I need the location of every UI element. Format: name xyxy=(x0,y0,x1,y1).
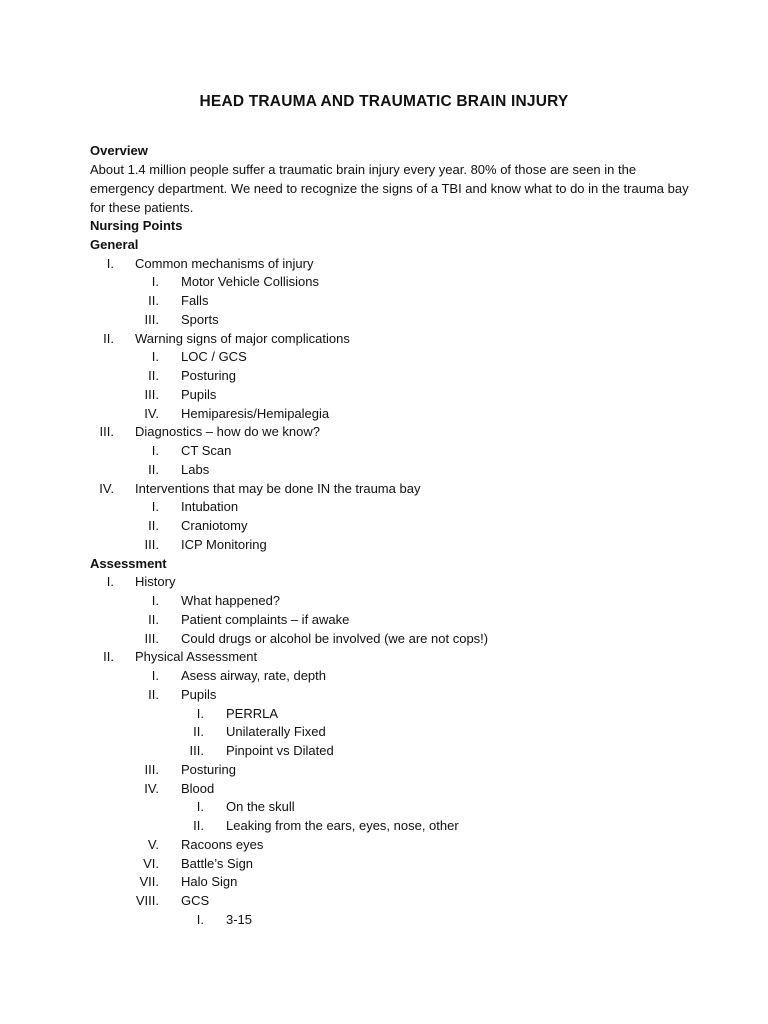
outline-item: Motor Vehicle Collisions xyxy=(181,274,320,290)
section-heading: Nursing Points xyxy=(90,218,183,233)
outline-item: Battle’s Sign xyxy=(181,855,254,871)
outline-item: 3-15 xyxy=(226,911,253,927)
outline-number: II. xyxy=(148,461,159,477)
outline-number: III. xyxy=(144,536,159,552)
outline-item: ICP Monitoring xyxy=(181,536,267,552)
overview-heading: Overview xyxy=(90,143,148,158)
outline-item: Pupils xyxy=(181,386,217,402)
outline-number: II. xyxy=(148,293,159,308)
outline-number: III. xyxy=(99,424,114,440)
outline-number: I. xyxy=(106,574,114,590)
outline-number: III. xyxy=(189,743,204,758)
overview-paragraph xyxy=(90,160,690,217)
outline-item: Leaking from the ears, eyes, nose, other xyxy=(226,818,459,833)
outline-item: On the skull xyxy=(226,799,295,815)
document-title: HEAD TRAUMA AND TRAUMATIC BRAIN INJURY xyxy=(199,93,569,110)
outline-number: I. xyxy=(196,799,204,815)
outline-item: History xyxy=(135,574,176,590)
outline-number: II. xyxy=(148,686,159,702)
outline-number: II. xyxy=(148,611,159,627)
outline-item: Patient complaints – if awake xyxy=(181,611,350,627)
outline-number: I. xyxy=(196,705,204,721)
outline-number: VI. xyxy=(143,855,159,871)
outline-item: Blood xyxy=(181,780,215,796)
outline-number: I. xyxy=(151,499,159,515)
outline-number: I. xyxy=(106,255,114,271)
outline-item: Labs xyxy=(181,461,210,477)
outline-number: I. xyxy=(151,593,159,608)
section-heading: General xyxy=(90,236,139,252)
outline-item: CT Scan xyxy=(181,443,232,458)
outline-number: I. xyxy=(151,443,159,458)
outline-item: Could drugs or alcohol be involved (we are not cops!) xyxy=(181,630,489,646)
outline-item: PERRLA xyxy=(226,705,279,721)
outline-item: Racoons eyes xyxy=(181,836,264,852)
outline-item: Posturing xyxy=(181,761,236,777)
outline-number: II. xyxy=(148,368,159,383)
outline-number: II. xyxy=(103,649,114,665)
outline-number: I. xyxy=(151,274,159,290)
outline-item: Halo Sign xyxy=(181,874,238,890)
outline-number: IV. xyxy=(99,480,114,496)
outline-item: Posturing xyxy=(181,368,236,383)
outline-number: VIII. xyxy=(135,893,159,908)
outline-item: Intubation xyxy=(181,499,239,515)
outline-item: Common mechanisms of injury xyxy=(135,255,314,271)
outline-item: Unilaterally Fixed xyxy=(226,724,326,740)
outline-number: IV. xyxy=(144,780,159,796)
outline-number: II. xyxy=(148,518,159,533)
outline-item: LOC / GCS xyxy=(181,349,247,365)
outline-item: Falls xyxy=(181,293,209,308)
overview-line: emergency department. We need to recognize the signs of a TBI and know what to do in the trauma bay xyxy=(90,181,689,196)
outline-item: Asess airway, rate, depth xyxy=(181,668,326,683)
outline-number: II. xyxy=(103,330,114,346)
outline-number: V. xyxy=(147,836,159,852)
outline-item: Diagnostics – how do we know? xyxy=(135,424,320,440)
outline-number: III. xyxy=(144,311,159,327)
outline-item: Pinpoint vs Dilated xyxy=(226,743,334,758)
outline-number: III. xyxy=(144,630,159,646)
outline-number: I. xyxy=(151,668,159,683)
outline-item: Interventions that may be done IN the trauma bay xyxy=(135,480,421,496)
outline-number: II. xyxy=(193,818,204,833)
outline-number: III. xyxy=(144,386,159,402)
outline-number: I. xyxy=(196,911,204,927)
outline-item: Craniotomy xyxy=(181,518,248,533)
outline-number: II. xyxy=(193,724,204,740)
outline-item: GCS xyxy=(181,893,210,908)
outline-number: III. xyxy=(144,761,159,777)
overview-line: About 1.4 million people suffer a traumatic brain injury every year. 80% of those are seen in the xyxy=(90,162,637,177)
outline-item: Physical Assessment xyxy=(135,649,258,665)
outline-item: Pupils xyxy=(181,686,217,702)
outline-number: IV. xyxy=(144,405,159,421)
section-heading: Assessment xyxy=(90,555,167,571)
outline-item: What happened? xyxy=(181,593,281,608)
outline-item: Hemiparesis/Hemipalegia xyxy=(181,405,330,421)
outline-number: I. xyxy=(151,349,159,365)
overview-line: for these patients. xyxy=(90,200,194,215)
outline-number: VII. xyxy=(139,874,159,890)
outline-item: Sports xyxy=(181,311,219,327)
outline-item: Warning signs of major complications xyxy=(135,330,350,346)
